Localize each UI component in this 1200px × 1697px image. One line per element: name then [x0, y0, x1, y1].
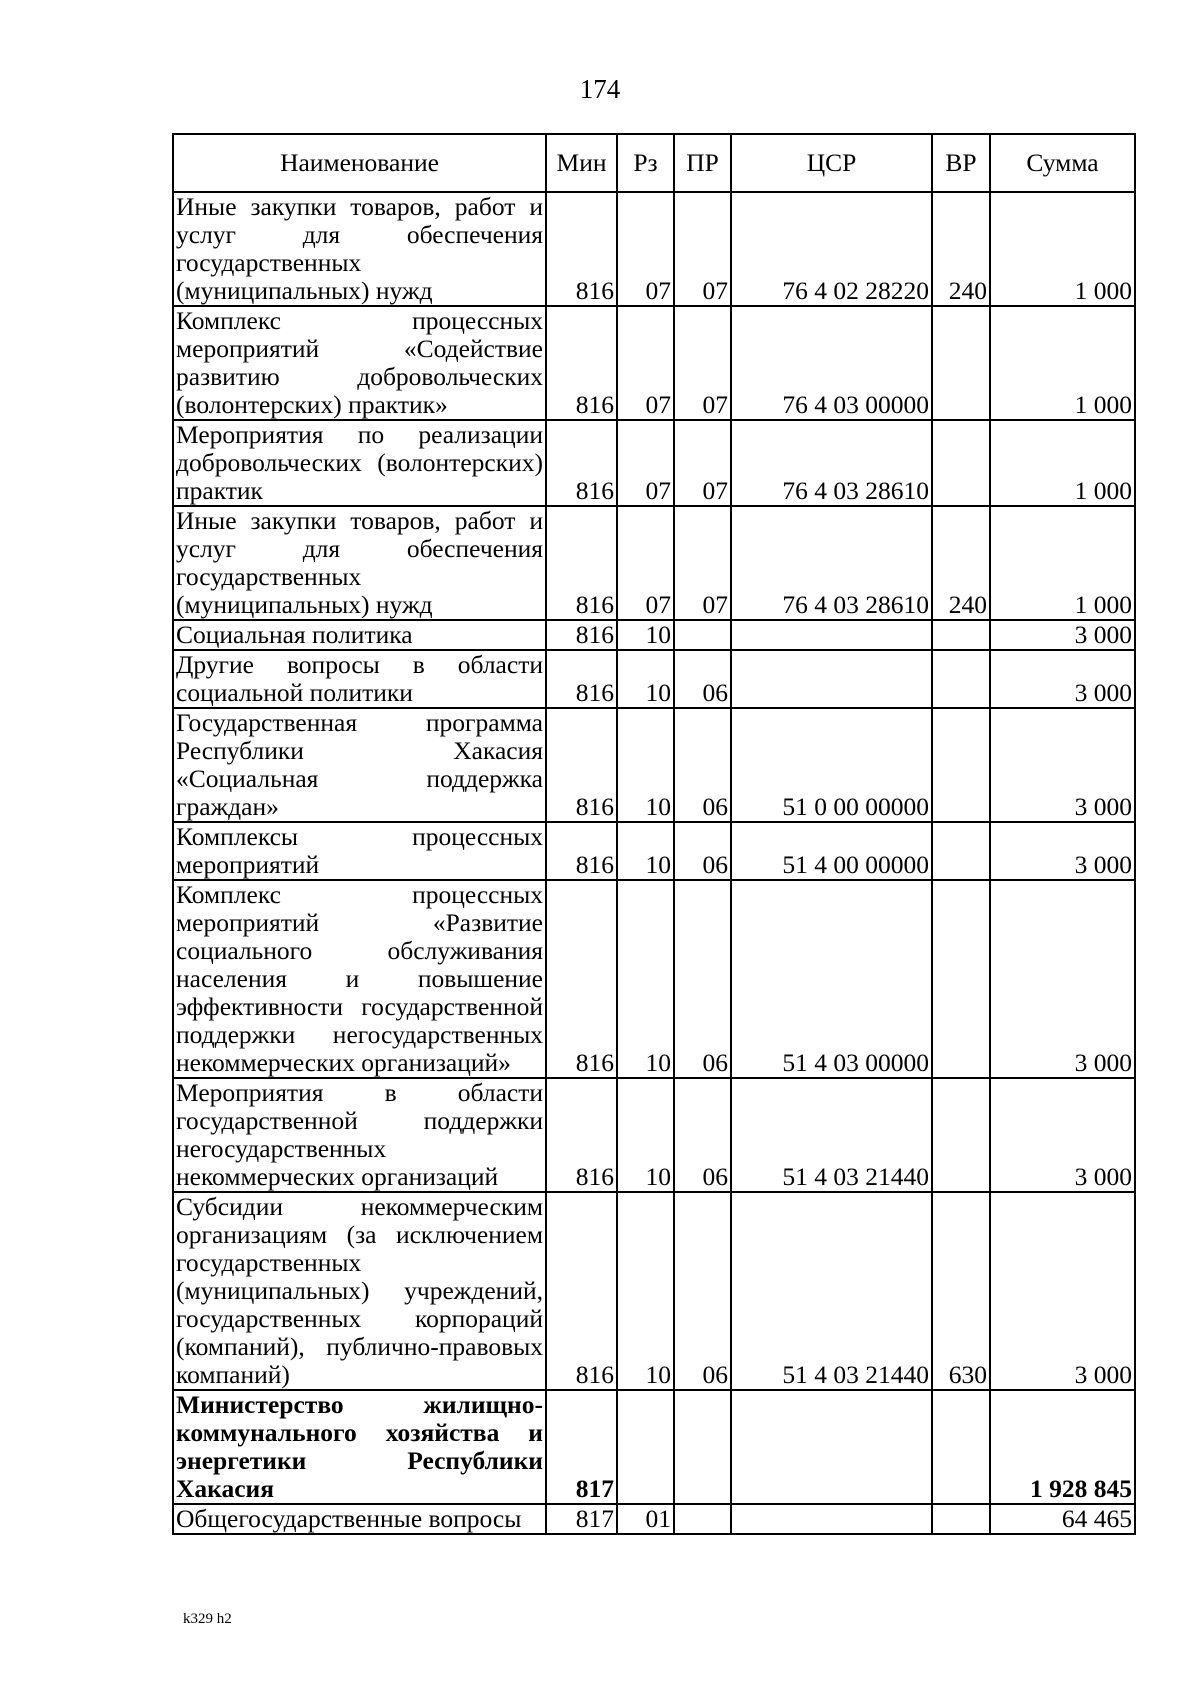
cell-sum: 1 000: [990, 420, 1135, 506]
cell-csr: [731, 650, 932, 708]
cell-vr: [932, 420, 990, 506]
budget-table: [172, 133, 1136, 1535]
cell-csr: 76 4 02 28220: [731, 192, 932, 306]
cell-pr: 06: [674, 1192, 731, 1390]
cell-name: Субсидии некоммерческим организациям (за исключением государственных (муниципальных) учреждений, государственных корпораций (компаний), публично-правовых компаний): [173, 1192, 546, 1390]
cell-rz: 10: [617, 620, 674, 650]
cell-csr: [731, 1504, 932, 1534]
cell-name: Социальная политика: [173, 620, 546, 650]
cell-name: Иные закупки товаров, работ и услуг для обеспечения государственных (муниципальных) нужд: [173, 192, 546, 306]
cell-min: 816: [546, 420, 617, 506]
cell-csr: 51 4 03 21440: [731, 1192, 932, 1390]
cell-sum: 3 000: [990, 708, 1135, 822]
header-vr: ВР: [932, 134, 990, 192]
cell-vr: 240: [932, 506, 990, 620]
cell-vr: [932, 306, 990, 420]
cell-rz: 10: [617, 650, 674, 708]
cell-min: 817: [546, 1390, 617, 1504]
header-csr: ЦСР: [731, 134, 932, 192]
cell-min: 816: [546, 822, 617, 880]
cell-name: Комплексы процессных мероприятий: [173, 822, 546, 880]
cell-csr: [731, 620, 932, 650]
cell-name: Министерство жилищно-коммунального хозяйства и энергетики Республики Хакасия: [173, 1390, 546, 1504]
cell-pr: 07: [674, 506, 731, 620]
cell-rz: 10: [617, 708, 674, 822]
header-min: Мин: [546, 134, 617, 192]
table-row: [173, 880, 1135, 1078]
cell-pr: [674, 1390, 731, 1504]
cell-vr: [932, 822, 990, 880]
table-row: [173, 1504, 1135, 1534]
header-name: Наименование: [173, 134, 546, 192]
cell-csr: 76 4 03 00000: [731, 306, 932, 420]
table-row: [173, 420, 1135, 506]
cell-sum: 3 000: [990, 650, 1135, 708]
cell-vr: [932, 650, 990, 708]
table-row: [173, 1078, 1135, 1192]
cell-sum: 3 000: [990, 880, 1135, 1078]
cell-pr: 06: [674, 650, 731, 708]
cell-name: Комплекс процессных мероприятий «Содействие развитию добровольческих (волонтерских) практик»: [173, 306, 546, 420]
cell-sum: 1 000: [990, 192, 1135, 306]
cell-sum: 1 000: [990, 506, 1135, 620]
cell-min: 816: [546, 506, 617, 620]
cell-min: 816: [546, 306, 617, 420]
cell-pr: 06: [674, 1078, 731, 1192]
cell-rz: 07: [617, 420, 674, 506]
cell-min: 816: [546, 1192, 617, 1390]
cell-vr: [932, 620, 990, 650]
table-row: [173, 506, 1135, 620]
table-row: [173, 708, 1135, 822]
cell-sum: 1 928 845: [990, 1390, 1135, 1504]
cell-sum: 3 000: [990, 620, 1135, 650]
cell-csr: 51 4 03 00000: [731, 880, 932, 1078]
table-row: [173, 650, 1135, 708]
cell-csr: 51 4 03 21440: [731, 1078, 932, 1192]
cell-rz: [617, 1390, 674, 1504]
table-row: [173, 1192, 1135, 1390]
cell-sum: 64 465: [990, 1504, 1135, 1534]
cell-rz: 10: [617, 822, 674, 880]
cell-vr: [932, 880, 990, 1078]
table-row: [173, 192, 1135, 306]
cell-pr: 06: [674, 822, 731, 880]
cell-sum: 1 000: [990, 306, 1135, 420]
table-row: [173, 822, 1135, 880]
cell-pr: 07: [674, 192, 731, 306]
cell-name: Иные закупки товаров, работ и услуг для обеспечения государственных (муниципальных) нужд: [173, 506, 546, 620]
cell-pr: [674, 1504, 731, 1534]
cell-csr: [731, 1390, 932, 1504]
cell-sum: 3 000: [990, 822, 1135, 880]
cell-name: Другие вопросы в области социальной политики: [173, 650, 546, 708]
page-number: 174: [579, 74, 621, 104]
cell-rz: 10: [617, 1078, 674, 1192]
cell-name: Комплекс процессных мероприятий «Развитие социального обслуживания населения и повышение эффективности государственной поддержки негосударственных некоммерческих организаций»: [173, 880, 546, 1078]
cell-pr: 06: [674, 708, 731, 822]
cell-min: 816: [546, 708, 617, 822]
cell-min: 816: [546, 650, 617, 708]
cell-vr: [932, 1390, 990, 1504]
table-row: [173, 1390, 1135, 1504]
cell-name: Мероприятия по реализации добровольческих (волонтерских) практик: [173, 420, 546, 506]
cell-rz: 10: [617, 880, 674, 1078]
cell-vr: 240: [932, 192, 990, 306]
cell-sum: 3 000: [990, 1078, 1135, 1192]
cell-min: 816: [546, 880, 617, 1078]
cell-min: 817: [546, 1504, 617, 1534]
cell-min: 816: [546, 1078, 617, 1192]
cell-csr: 51 4 00 00000: [731, 822, 932, 880]
cell-rz: 10: [617, 1192, 674, 1390]
cell-rz: 01: [617, 1504, 674, 1534]
table-row: [173, 306, 1135, 420]
header-sum: Сумма: [990, 134, 1135, 192]
cell-pr: 07: [674, 420, 731, 506]
header-rz: Рз: [617, 134, 674, 192]
cell-name: Общегосударственные вопросы: [173, 1504, 546, 1534]
cell-vr: [932, 1504, 990, 1534]
cell-vr: 630: [932, 1192, 990, 1390]
header-pr: ПР: [674, 134, 731, 192]
cell-min: 816: [546, 620, 617, 650]
cell-pr: 06: [674, 880, 731, 1078]
cell-name: Мероприятия в области государственной поддержки негосударственных некоммерческих организаций: [173, 1078, 546, 1192]
cell-csr: 76 4 03 28610: [731, 420, 932, 506]
cell-rz: 07: [617, 192, 674, 306]
table-row: [173, 620, 1135, 650]
cell-pr: [674, 620, 731, 650]
cell-vr: [932, 708, 990, 822]
footer-code: k329 h2: [183, 1611, 232, 1627]
cell-vr: [932, 1078, 990, 1192]
header-row: [173, 134, 1135, 192]
cell-name: Государственная программа Республики Хакасия «Социальная поддержка граждан»: [173, 708, 546, 822]
cell-sum: 3 000: [990, 1192, 1135, 1390]
cell-csr: 76 4 03 28610: [731, 506, 932, 620]
cell-min: 816: [546, 192, 617, 306]
cell-rz: 07: [617, 306, 674, 420]
cell-rz: 07: [617, 506, 674, 620]
cell-pr: 07: [674, 306, 731, 420]
cell-csr: 51 0 00 00000: [731, 708, 932, 822]
